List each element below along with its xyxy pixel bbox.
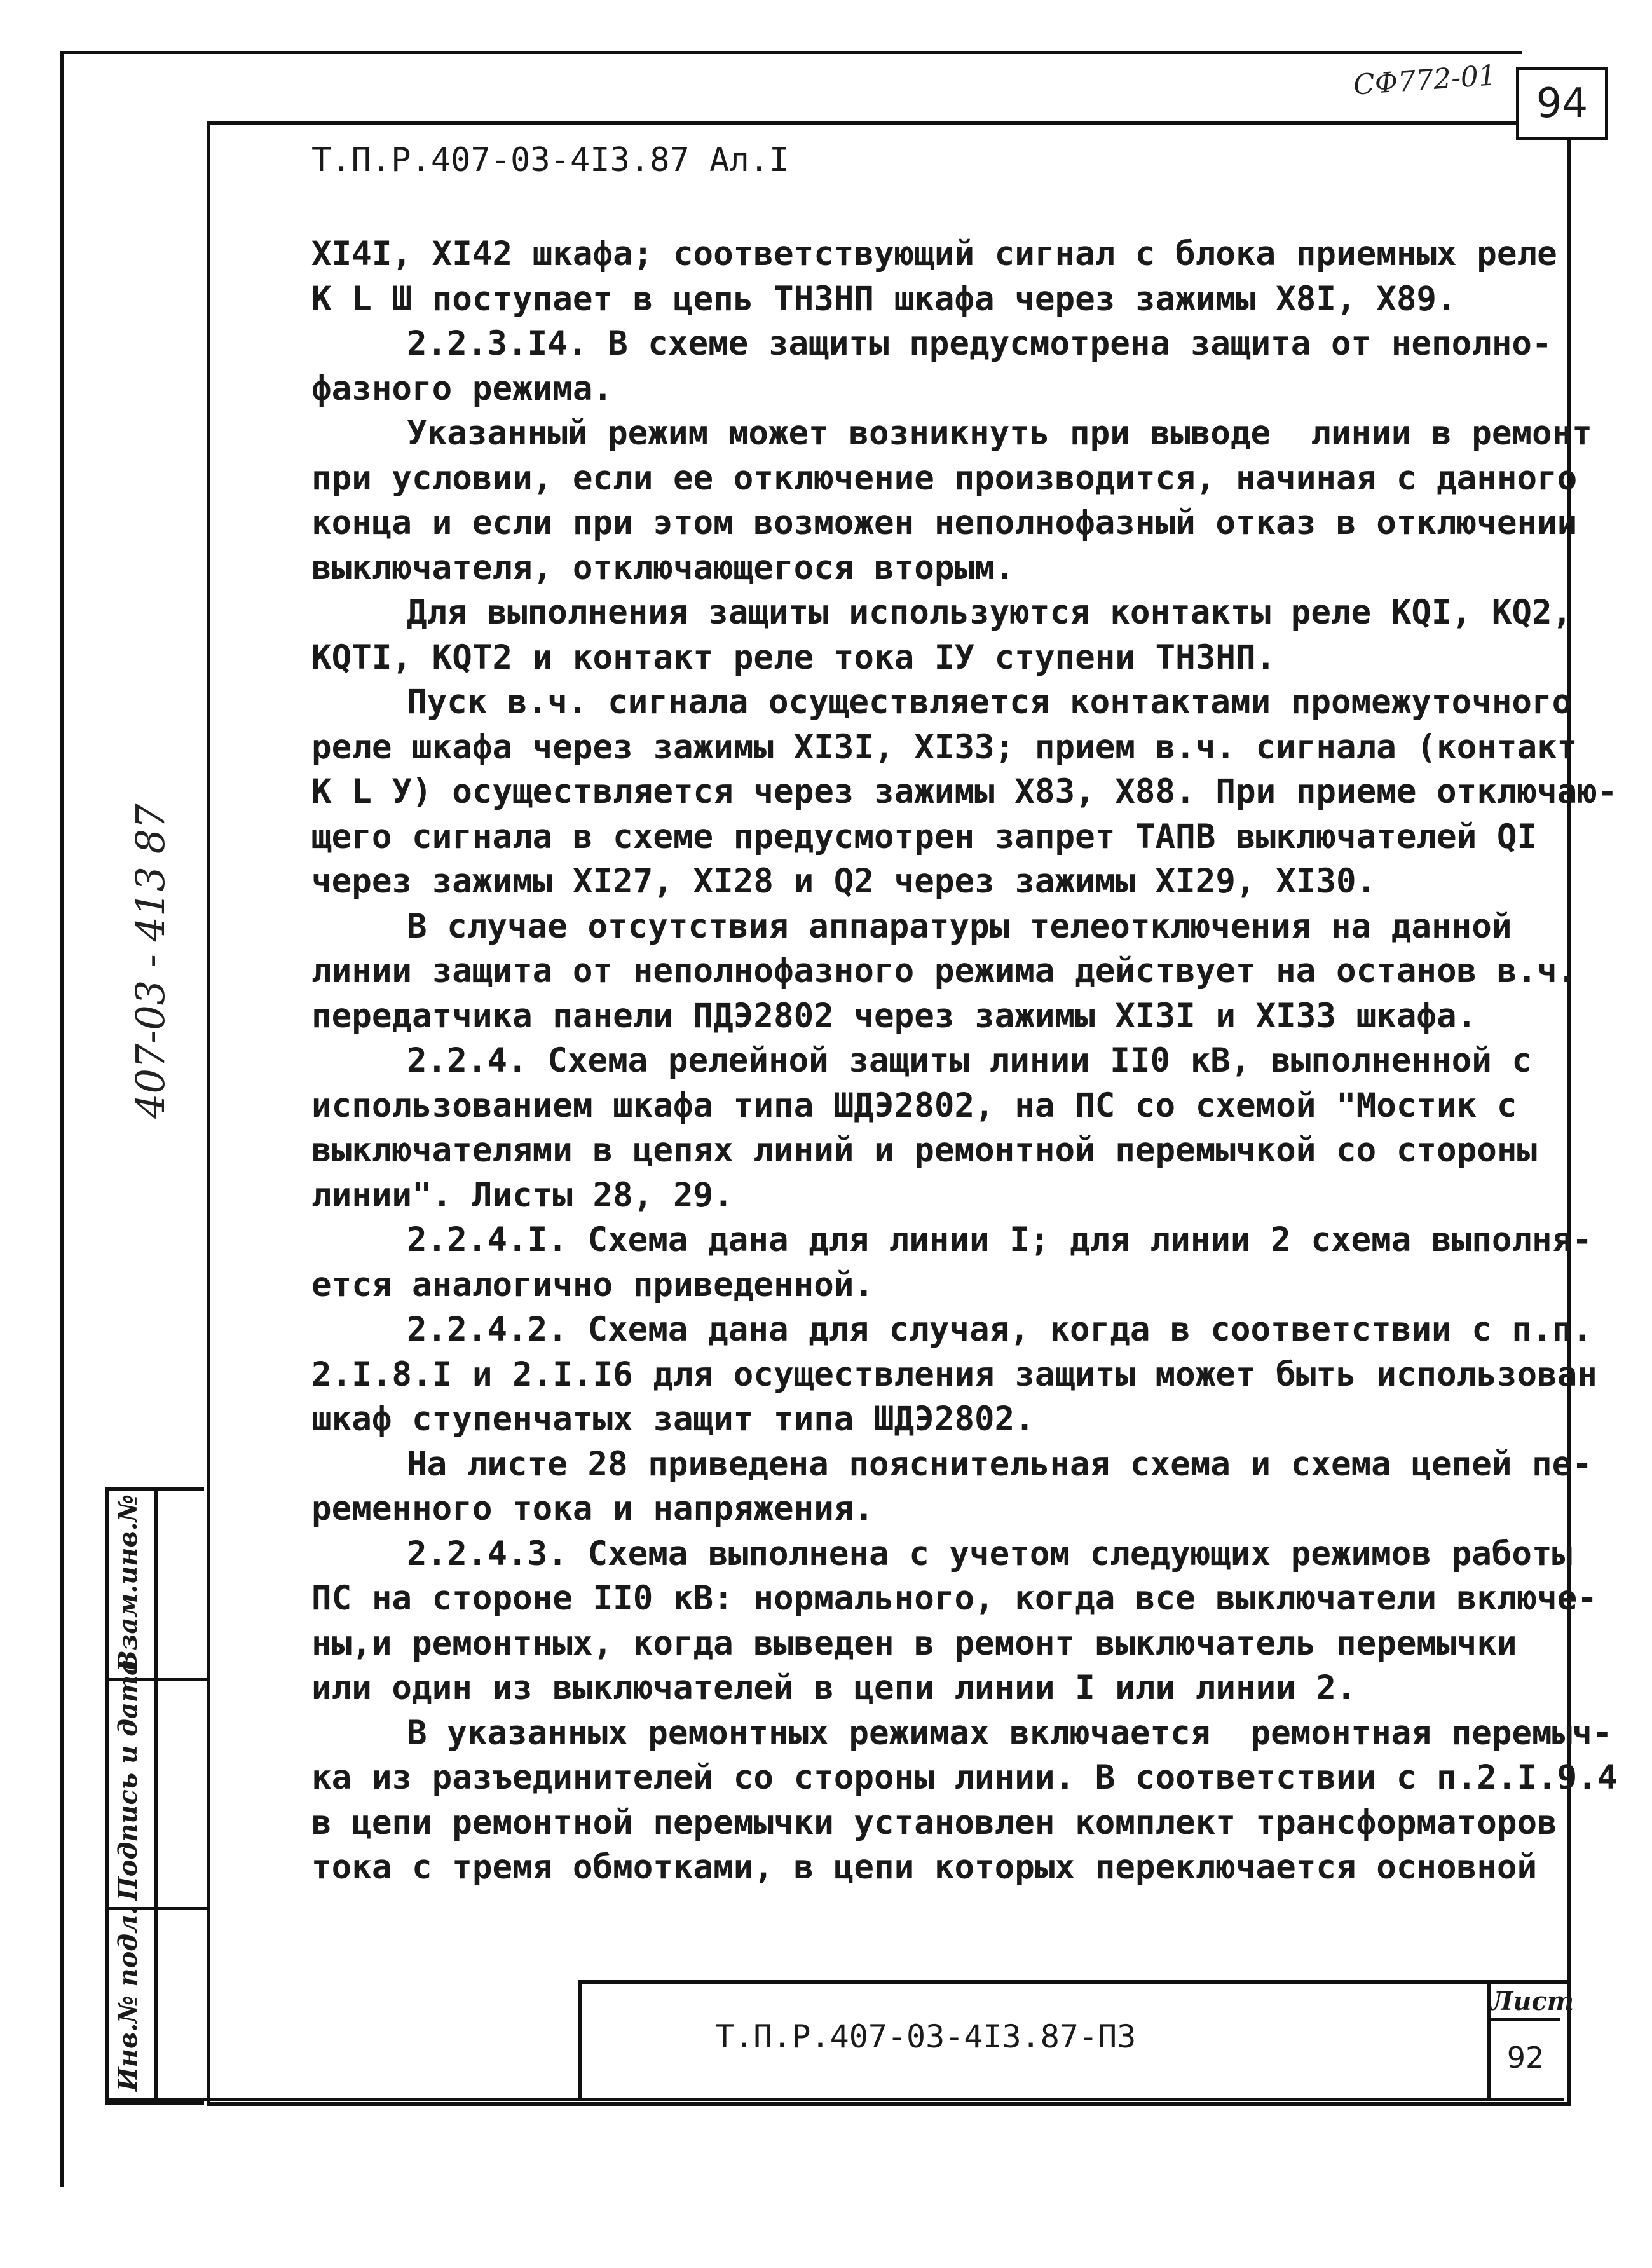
- text-line: В указанных ремонтных режимах включается ремонтная перемыч-: [407, 1713, 1613, 1752]
- text-line: передатчика панели ПДЭ2802 через зажимы XI3I и XI33 шкафа.: [311, 996, 1477, 1035]
- side-label-signature-date: Подпись и дата: [113, 1658, 143, 1901]
- archive-code: СФ772-01: [1352, 59, 1498, 102]
- text-line: шкаф ступенчатых защит типа ШДЭ2802.: [311, 1400, 1035, 1438]
- text-line: ны,и ремонтных, когда выведен в ремонт выключатель перемычки: [311, 1623, 1517, 1663]
- text-line: 2.I.8.I и 2.I.I6 для осуществления защиты может быть использован: [311, 1355, 1597, 1394]
- text-line: 2.2.4.2. Схема дана для случая, когда в соответствии с п.п.: [407, 1310, 1592, 1349]
- document-body: [311, 232, 1618, 1890]
- text-line: реле шкафа через зажимы XI3I, XI33; прием в.ч. сигнала (контакт: [311, 727, 1578, 767]
- sheet-label: Лист: [1491, 1986, 1560, 2021]
- text-line: 2.2.4. Схема релейной защиты линии II0 кВ, выполненной с: [407, 1041, 1533, 1080]
- side-label-inventory: Инв.№ подл.: [113, 1906, 143, 2091]
- text-line: ется аналогично приведенной.: [311, 1265, 875, 1304]
- text-line: 2.2.4.3. Схема выполнена с учетом следующих режимов работы: [407, 1534, 1573, 1573]
- text-line: или один из выключателей в цепи линии I или линии 2.: [311, 1669, 1356, 1707]
- text-line: линии защита от неполнофазного режима действует на останов в.ч.: [311, 952, 1578, 990]
- text-line: через зажимы XI27, XI28 и Q2 через зажимы XI29, XI30.: [311, 862, 1377, 901]
- text-line: фазного режима.: [311, 369, 613, 408]
- text-line: использованием шкафа типа ШДЭ2802, на ПС со схемой "Мостик с: [311, 1086, 1517, 1125]
- text-line: ка из разъединителей со стороны линии. В соответствии с п.2.I.9.4: [311, 1758, 1618, 1797]
- text-line: Для выполнения защиты используются контакты реле KQI, KQ2,: [407, 593, 1573, 632]
- text-line: 2.2.3.I4. В схеме защиты предусмотрена защита от неполно-: [407, 324, 1552, 363]
- text-line: конца и если при этом возможен неполнофазный отказ в отключении: [311, 503, 1578, 542]
- title-block-code: Т.П.Р.407-03-4I3.87-ПЗ: [715, 2018, 1137, 2055]
- side-label-replacement: Взам.инв.№: [113, 1494, 143, 1672]
- text-line: щего сигнала в схеме предусмотрен запрет ТАПВ выключателей QI: [311, 817, 1538, 856]
- text-line: в цепи ремонтной перемычки установлен комплект трансформаторов: [311, 1803, 1557, 1842]
- side-handwritten-code: 407-03 - 413 87: [127, 803, 174, 1119]
- text-line: ПС на стороне II0 кВ: нормального, когда все выключатели включе-: [311, 1579, 1597, 1618]
- text-line: К L Ш поступает в цепь ТНЗНП шкафа через зажимы X8I, X89.: [311, 279, 1457, 318]
- text-line: при условии, если ее отключение производится, начиная с данного: [311, 458, 1578, 498]
- sheet-number: 92: [1506, 2040, 1545, 2075]
- text-line: К L У) осуществляется через зажимы X83, X88. При приеме отключаю-: [311, 772, 1618, 811]
- page-number: 94: [1516, 67, 1608, 140]
- outer-frame-top: [60, 51, 1522, 54]
- text-line: KQTI, KQT2 и контакт реле тока IУ ступени ТНЗНП.: [311, 638, 1276, 677]
- text-line: В случае отсутствия аппаратуры телеотключения на данной: [407, 906, 1512, 946]
- text-line: ременного тока и напряжения.: [311, 1489, 875, 1528]
- text-line: XI4I, XI42 шкафа; соответствующий сигнал с блока приемных реле: [311, 235, 1557, 273]
- outer-frame-left: [60, 51, 64, 2085]
- text-line: тока с тремя обмотками, в цепи которых переключается основной: [311, 1848, 1538, 1887]
- text-line: 2.2.4.I. Схема дана для линии I; для линии 2 схема выполня-: [407, 1220, 1592, 1259]
- document-header-code: Т.П.Р.407-03-4I3.87 Ал.I: [311, 141, 789, 179]
- text-line: Пуск в.ч. сигнала осуществляется контактами промежуточного: [407, 683, 1573, 721]
- binding-cut-mark: [60, 2085, 64, 2187]
- text-line: Указанный режим может возникнуть при выводе линии в ремонт: [407, 414, 1592, 453]
- text-line: выключателями в цепях линий и ремонтной перемычкой со стороны: [311, 1131, 1538, 1170]
- bottom-frame-line: [105, 2098, 1564, 2101]
- text-line: линии". Листы 28, 29.: [311, 1175, 734, 1215]
- text-line: На листе 28 приведена пояснительная схема и схема цепей пе-: [407, 1444, 1592, 1484]
- text-line: выключателя, отключающегося вторым.: [311, 548, 1015, 587]
